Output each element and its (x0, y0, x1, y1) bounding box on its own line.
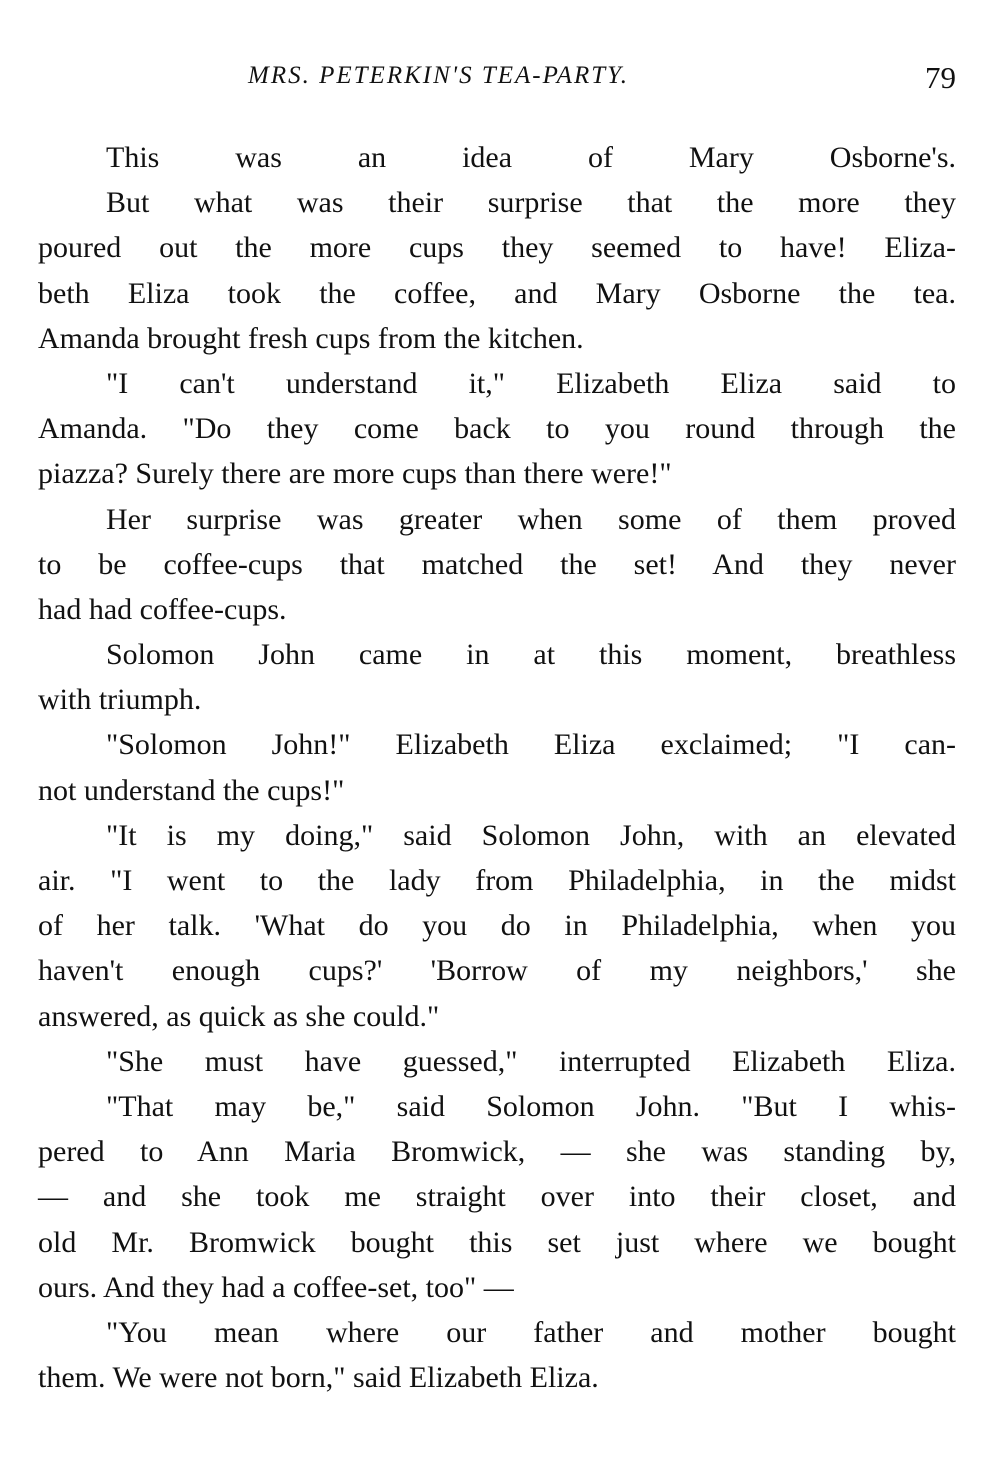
text-line: not understand the cups!" (38, 773, 345, 807)
text-line: "That may be," said Solomon John. "But I whis- (106, 1089, 956, 1123)
text-line: "I can't understand it," Elizabeth Eliza said to (106, 366, 956, 400)
text-line: — and she took me straight over into their closet, and (38, 1180, 956, 1214)
page-number: 79 (925, 60, 956, 95)
text-line: ours. And they had a coffee-set, too" — (38, 1270, 514, 1304)
text-line: Solomon John came in at this moment, breathless (106, 638, 956, 672)
running-title: MRS. PETERKIN'S TEA-PARTY. (248, 62, 629, 89)
text-line: Amanda. "Do they come back to you round through the (38, 412, 956, 446)
text-line: "It is my doing," said Solomon John, with an elevated (106, 818, 956, 852)
text-line: of her talk. 'What do you do in Philadelphia, when you (38, 909, 956, 943)
text-line: pered to Ann Maria Bromwick, — she was standing by, (38, 1135, 956, 1169)
text-line: had had coffee-cups. (38, 592, 287, 626)
text-line: "You mean where our father and mother bought (106, 1315, 956, 1349)
text-line: Amanda brought fresh cups from the kitchen. (38, 321, 584, 355)
text-line: to be coffee-cups that matched the set! And they never (38, 547, 956, 581)
text-line: beth Eliza took the coffee, and Mary Osborne the tea. (38, 276, 956, 310)
text-line: air. "I went to the lady from Philadelphia, in the midst (38, 864, 956, 897)
text-line: old Mr. Bromwick bought this set just where we bought (38, 1225, 956, 1259)
text-line: answered, as quick as she could." (38, 999, 440, 1033)
text-line: "Solomon John!" Elizabeth Eliza exclaimed; "I can- (106, 728, 956, 762)
body-text (38, 135, 956, 1400)
text-line: haven't enough cups?' 'Borrow of my neighbors,' she (38, 954, 956, 988)
text-line: with triumph. (38, 683, 202, 717)
text-line: poured out the more cups they seemed to have! Eliza- (38, 231, 956, 265)
text-line: "She must have guessed," interrupted Elizabeth Eliza. (106, 1044, 956, 1078)
text-line: them. We were not born," said Elizabeth Eliza. (38, 1361, 599, 1395)
running-head (38, 62, 956, 102)
text-line: piazza? Surely there are more cups than there were!" (38, 457, 672, 491)
book-page (38, 0, 956, 1478)
text-line: Her surprise was greater when some of them proved (106, 502, 956, 536)
text-line: This was an idea of Mary Osborne's. (106, 141, 956, 174)
text-line: But what was their surprise that the more they (106, 186, 956, 220)
